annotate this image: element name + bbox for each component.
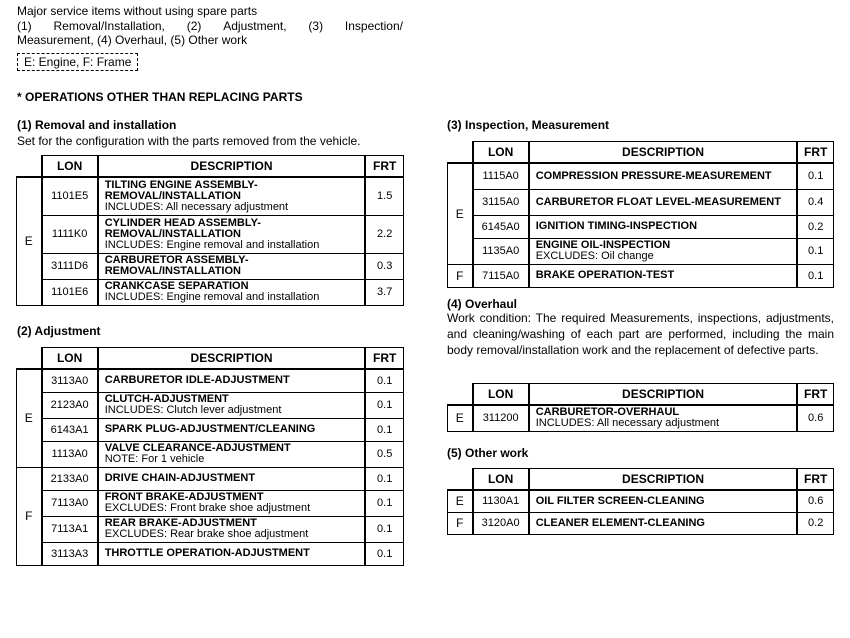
description-cell	[529, 512, 798, 534]
description-title: ENGINE OIL-INSPECTION	[535, 239, 671, 251]
group-cell: F	[448, 512, 473, 534]
frt-cell: 0.1	[797, 264, 833, 287]
description-note: INCLUDES: Engine removal and installation	[104, 291, 320, 303]
group-cell: E	[17, 177, 42, 305]
frt-cell: 0.3	[365, 253, 403, 279]
table-row	[17, 467, 404, 490]
lon-header: LON	[473, 384, 529, 406]
description-note: EXCLUDES: Rear brake shoe adjustment	[104, 528, 309, 540]
group-cell: E	[17, 369, 42, 467]
description-note: NOTE: For 1 vehicle	[104, 453, 205, 465]
frt-cell: 0.6	[797, 490, 833, 512]
table-row	[448, 238, 834, 264]
frt-header: FRT	[797, 469, 833, 491]
description-cell	[98, 441, 366, 467]
table-row	[17, 279, 404, 305]
lon-cell: 1101E6	[42, 279, 98, 305]
table-row	[17, 542, 404, 565]
lon-cell: 1135A0	[473, 238, 529, 264]
group-header	[17, 156, 42, 178]
description-cell	[98, 253, 366, 279]
lon-cell: 3120A0	[473, 512, 529, 534]
header-row	[448, 384, 834, 406]
group-cell: E	[448, 490, 473, 512]
description-title: IGNITION TIMING-INSPECTION	[535, 220, 698, 232]
description-cell	[98, 542, 366, 565]
lon-cell: 3113A0	[42, 369, 98, 392]
overhaul-paragraph: Work condition: The required Measurements, inspections, adjustments, and cleaning/washing of each part are performed, including the main body removal/installation work and the replacement of defective parts.	[447, 311, 834, 357]
description-title: CARBURETOR-OVERHAUL	[535, 406, 680, 419]
removal-title: (1) Removal and installation	[17, 118, 177, 132]
description-title: THROTTLE OPERATION-ADJUSTMENT	[104, 547, 310, 559]
description-title: CARBURETOR FLOAT LEVEL-MEASUREMENT	[535, 195, 781, 208]
description-title: REAR BRAKE-ADJUSTMENT	[104, 517, 257, 529]
frt-cell: 0.1	[365, 418, 403, 441]
lon-cell: 3113A3	[42, 542, 98, 565]
lon-cell: 1111K0	[42, 215, 98, 253]
intro-word: Inspection/	[344, 18, 403, 33]
table-row	[448, 490, 834, 512]
lon-cell: 1101E5	[42, 177, 98, 215]
header-row	[448, 142, 834, 164]
description-cell	[98, 467, 366, 490]
lon-header: LON	[42, 348, 98, 370]
lon-cell: 7113A0	[42, 490, 98, 516]
description-note: INCLUDES: Clutch lever adjustment	[104, 404, 282, 416]
frt-cell: 0.1	[797, 238, 833, 264]
inspection-title: (3) Inspection, Measurement	[447, 118, 610, 132]
other-table	[447, 468, 834, 535]
intro-line-3: Measurement, (4) Overhaul, (5) Other work	[17, 33, 248, 47]
table-row	[17, 253, 404, 279]
frt-cell: 0.2	[797, 215, 833, 238]
operations-title: * OPERATIONS OTHER THAN REPLACING PARTS	[17, 90, 303, 104]
lon-cell: 3115A0	[473, 189, 529, 215]
removal-note: Set for the configuration with the parts removed from the vehicle.	[17, 134, 361, 148]
intro-word: Removal/Installation,	[53, 18, 165, 33]
intro-line-1: Major service items without using spare parts	[17, 4, 258, 18]
description-cell	[529, 490, 798, 512]
description-title: DRIVE CHAIN-ADJUSTMENT	[104, 472, 256, 484]
frt-cell: 0.1	[365, 392, 403, 418]
description-title: CLUTCH-ADJUSTMENT	[104, 393, 229, 405]
lon-cell: 1113A0	[42, 441, 98, 467]
table-row	[17, 392, 404, 418]
lon-cell: 7115A0	[473, 264, 529, 287]
description-title: CARBURETOR ASSEMBLY-REMOVAL/INSTALLATION	[104, 254, 249, 277]
description-cell	[529, 238, 798, 264]
intro-word: Adjustment,	[223, 18, 287, 33]
description-cell	[98, 490, 366, 516]
frt-cell: 3.7	[365, 279, 403, 305]
description-note: INCLUDES: Engine removal and installation	[104, 238, 320, 251]
table-row	[448, 264, 834, 287]
intro-word: (2)	[186, 18, 202, 33]
group-header	[448, 469, 473, 491]
description-header: DESCRIPTION	[98, 156, 366, 178]
group-header	[448, 142, 473, 164]
header-row	[17, 348, 404, 370]
other-title: (5) Other work	[447, 446, 529, 460]
adjustment-title: (2) Adjustment	[17, 324, 101, 338]
frt-cell: 0.2	[797, 512, 833, 534]
frt-cell: 0.1	[365, 369, 403, 392]
description-title: BRAKE OPERATION-TEST	[535, 269, 675, 281]
table-row	[17, 215, 404, 253]
header-row	[448, 469, 834, 491]
lon-header: LON	[473, 469, 529, 491]
table-row	[17, 516, 404, 542]
lon-cell: 1115A0	[473, 163, 529, 189]
frt-cell: 2.2	[365, 215, 403, 253]
inspection-table	[447, 141, 834, 288]
table-row	[17, 490, 404, 516]
group-cell: E	[448, 405, 473, 431]
description-title: CYLINDER HEAD ASSEMBLY-REMOVAL/INSTALLATION	[104, 216, 261, 240]
description-note: EXCLUDES: Oil change	[535, 250, 654, 262]
lon-cell: 6143A1	[42, 418, 98, 441]
group-header	[448, 384, 473, 406]
frt-header: FRT	[797, 142, 833, 164]
frt-cell: 0.1	[797, 163, 833, 189]
description-cell	[98, 418, 366, 441]
description-title: SPARK PLUG-ADJUSTMENT/CLEANING	[104, 423, 316, 435]
description-cell	[98, 279, 366, 305]
lon-cell: 3111D6	[42, 253, 98, 279]
legend-box: E: Engine, F: Frame	[17, 53, 138, 71]
table-row	[17, 418, 404, 441]
overhaul-title: (4) Overhaul	[447, 297, 518, 311]
header-row	[17, 156, 404, 178]
description-title: CLEANER ELEMENT-CLEANING	[535, 516, 705, 529]
intro-word: (1)	[17, 18, 32, 33]
description-cell	[98, 177, 366, 215]
table-row	[17, 441, 404, 467]
description-cell	[529, 405, 798, 431]
frt-header: FRT	[365, 348, 403, 370]
lon-cell: 2133A0	[42, 467, 98, 490]
removal-table	[16, 155, 404, 306]
description-cell	[529, 163, 798, 189]
frt-cell: 0.4	[797, 189, 833, 215]
lon-cell: 1130A1	[473, 490, 529, 512]
table-row	[448, 215, 834, 238]
intro-line-2	[17, 19, 403, 34]
frt-cell: 0.5	[365, 441, 403, 467]
description-title: COMPRESSION PRESSURE-MEASUREMENT	[535, 169, 772, 182]
lon-header: LON	[473, 142, 529, 164]
frt-cell: 0.1	[365, 542, 403, 565]
table-row	[17, 369, 404, 392]
description-header: DESCRIPTION	[98, 348, 366, 370]
frt-cell: 1.5	[365, 177, 403, 215]
adjustment-table	[16, 347, 404, 566]
group-cell: E	[448, 163, 473, 264]
lon-cell: 7113A1	[42, 516, 98, 542]
intro-word: (3)	[308, 18, 324, 33]
overhaul-table	[447, 383, 834, 432]
table-row	[448, 405, 834, 431]
description-header: DESCRIPTION	[529, 142, 798, 164]
description-cell	[529, 215, 798, 238]
description-title: FRONT BRAKE-ADJUSTMENT	[104, 491, 264, 503]
description-cell	[529, 189, 798, 215]
description-cell	[529, 264, 798, 287]
frt-header: FRT	[797, 384, 833, 406]
lon-header: LON	[42, 156, 98, 178]
table-row	[17, 177, 404, 215]
description-title: CRANKCASE SEPARATION	[104, 280, 249, 292]
frt-header: FRT	[365, 156, 403, 178]
table-row	[448, 512, 834, 534]
description-cell	[98, 369, 366, 392]
table-row	[448, 189, 834, 215]
description-title: VALVE CLEARANCE-ADJUSTMENT	[104, 442, 291, 454]
table-row	[448, 163, 834, 189]
description-cell	[98, 392, 366, 418]
frt-cell: 0.1	[365, 516, 403, 542]
description-title: OIL FILTER SCREEN-CLEANING	[535, 494, 705, 507]
description-note: INCLUDES: All necessary adjustment	[104, 200, 289, 213]
lon-cell: 2123A0	[42, 392, 98, 418]
intro-block	[17, 4, 403, 48]
description-cell	[98, 215, 366, 253]
description-note: INCLUDES: All necessary adjustment	[535, 417, 720, 430]
description-header: DESCRIPTION	[529, 384, 798, 406]
group-header	[17, 348, 42, 370]
group-cell: F	[17, 467, 42, 565]
group-cell: F	[448, 264, 473, 287]
description-cell	[98, 516, 366, 542]
description-note: EXCLUDES: Front brake shoe adjustment	[104, 502, 311, 514]
frt-cell: 0.1	[365, 490, 403, 516]
description-title: CARBURETOR IDLE-ADJUSTMENT	[104, 374, 290, 387]
frt-cell: 0.1	[365, 467, 403, 490]
lon-cell: 311200	[473, 405, 529, 431]
frt-cell: 0.6	[797, 405, 833, 431]
description-title: TILTING ENGINE ASSEMBLY-REMOVAL/INSTALLATION	[104, 178, 258, 202]
description-header: DESCRIPTION	[529, 469, 798, 491]
lon-cell: 6145A0	[473, 215, 529, 238]
